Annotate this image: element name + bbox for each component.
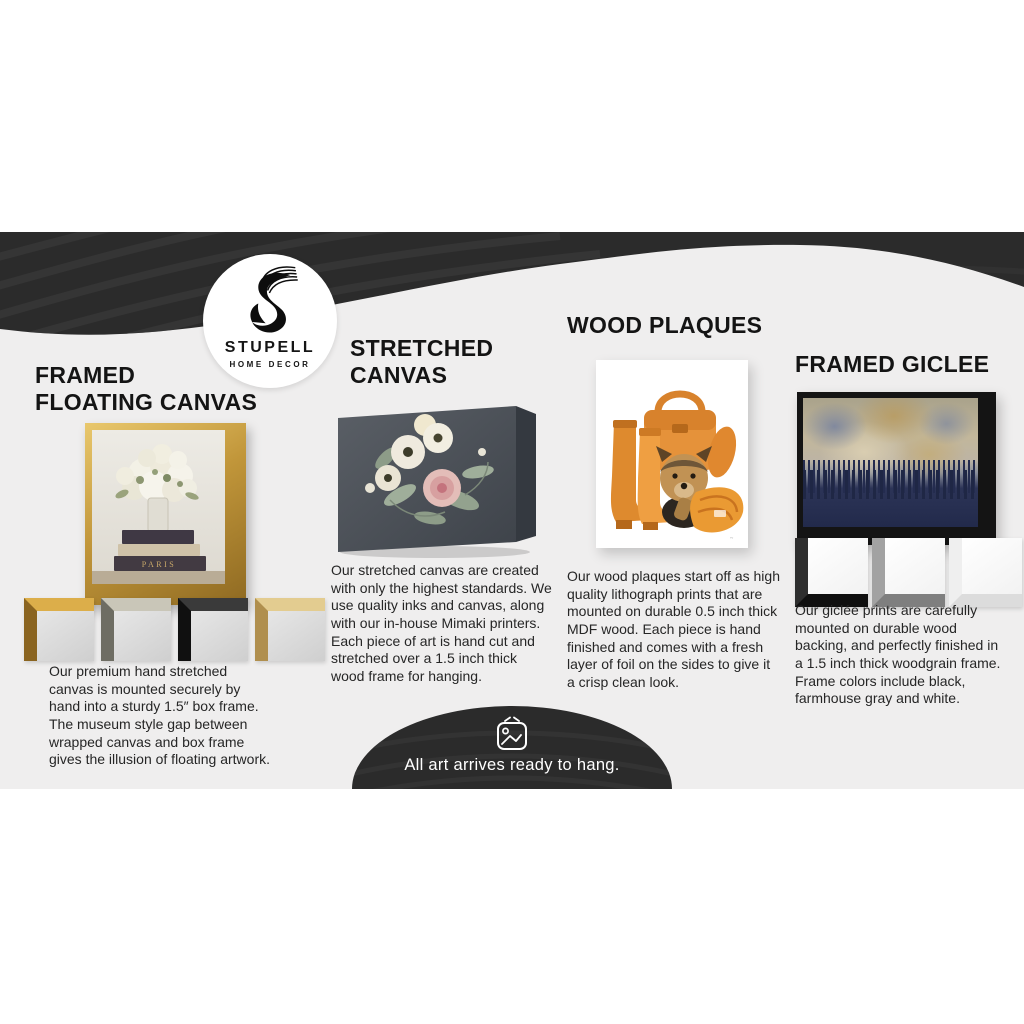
floating-frame-swatches xyxy=(24,598,325,661)
heading-wood-plaques xyxy=(567,312,762,339)
frame-swatch-farmhouse-gray xyxy=(872,538,945,607)
ready-to-hang-icon xyxy=(490,715,534,755)
framed-giclee-description: Our giclée prints are carefully mounted on durable wood backing, and perfectly finished in a 1.5 inch thick woodgrain frame. Frame colors include black, farmhouse gray and white. xyxy=(795,602,1001,707)
stupell-s-icon xyxy=(234,264,306,338)
hydrangea-artwork-graphic xyxy=(92,430,225,584)
heading-line: FRAMED xyxy=(35,362,136,388)
heading-stretched-canvas xyxy=(350,335,493,388)
floating-canvas-description: Our premium hand stretched canvas is mounted securely by hand into a sturdy 1.5″ box frame. The museum style gap between wrapped canvas and box frame gives the illusion of floating artwork. xyxy=(49,663,270,768)
wood-plaque-product-image xyxy=(596,360,748,548)
brand-name: STUPELL xyxy=(224,339,316,356)
frame-swatch-gold xyxy=(24,598,94,661)
content-band xyxy=(0,232,1024,789)
heading-framed-floating-canvas xyxy=(35,362,257,415)
yorkie-artwork-graphic xyxy=(596,360,748,548)
frame-swatch-black xyxy=(795,538,868,607)
footer-message: All art arrives ready to hang. xyxy=(404,756,620,774)
artist-signature: ~ xyxy=(730,536,734,542)
frame-swatch-black xyxy=(178,598,248,661)
floating-canvas-artwork xyxy=(92,430,225,584)
floating-canvas-product-image xyxy=(85,423,246,605)
stretched-canvas-product-image xyxy=(330,400,545,560)
artwork-fringe-texture xyxy=(803,470,978,498)
heading-line: STRETCHED xyxy=(350,335,494,361)
giclee-frame-swatches xyxy=(795,538,1022,607)
top-wave-graphic xyxy=(0,232,1024,362)
brand-tagline: HOME DECOR xyxy=(229,360,311,369)
stretched-canvas-description: Our stretched canvas are created with only the highest standards. We use quality inks and canvas, along with our in-house Mimaki printers. Each piece of art is hand cut and stretched over a 1.5 inch thick wood frame for hanging. xyxy=(331,562,552,684)
frame-swatch-brass xyxy=(255,598,325,661)
framed-giclee-product-image xyxy=(797,392,996,545)
heading-line: FLOATING CANVAS xyxy=(35,388,258,415)
frame-swatch-white xyxy=(949,538,1022,607)
footer-dome xyxy=(352,706,672,789)
heading-line: FRAMED GICLEE xyxy=(795,351,990,377)
book-spine-label: PARIS xyxy=(141,560,177,569)
abstract-artwork xyxy=(803,398,978,527)
wood-plaques-description: Our wood plaques start off as high quality lithograph prints that are mounted on durable 0.5 inch thick MDF wood. Each piece is hand finished and comes with a fresh layer of foil on the sides to give it a crisp clean look. xyxy=(567,568,780,690)
heading-framed-giclee xyxy=(795,351,989,378)
heading-line: WOOD PLAQUES xyxy=(567,312,763,338)
heading-line: CANVAS xyxy=(350,361,448,388)
frame-swatch-pewter xyxy=(101,598,171,661)
